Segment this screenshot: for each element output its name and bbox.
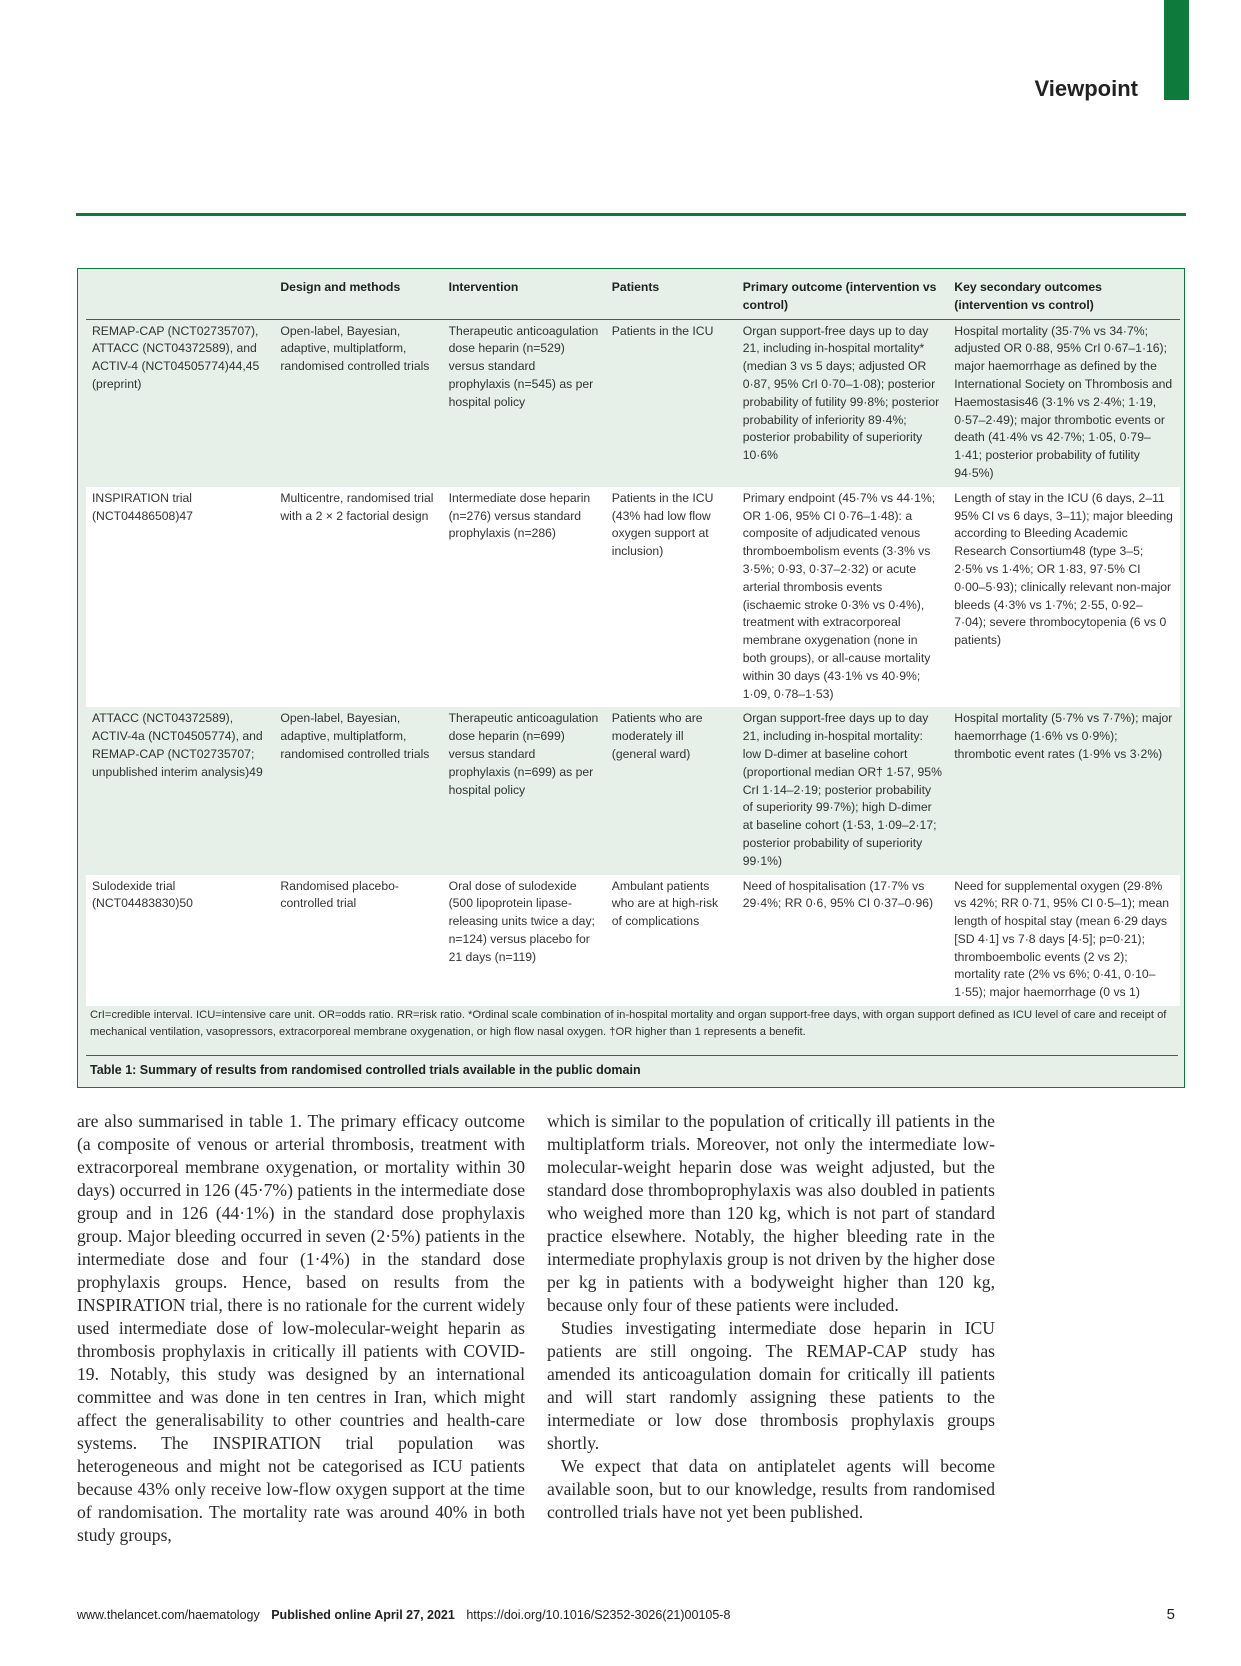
table-cell: INSPIRATION trial (NCT04486508)47 [86, 487, 274, 708]
body-column-right [547, 1110, 995, 1524]
caption-rule [86, 1055, 1178, 1056]
table-row [86, 707, 1180, 874]
top-rule [76, 213, 1186, 216]
table-cell: Primary endpoint (45·7% vs 44·1%; OR 1·06, 95% CI 0·76–1·48): a composite of adjudicated venous thromboembolism events (3·3% vs 3·5%; 0·93, 0·37–2·32) or acute arterial thrombosis events (ischaemic stroke 0·3% vs 0·4%), treatment with extracorporeal membrane oxygenation (none in both groups), or all-cause mortality within 30 days (43·1% vs 40·9%; 1·09, 0·78–1·53) [737, 487, 949, 708]
column-header-secondary-outcomes: Key secondary outcomes (intervention vs control) [948, 277, 1180, 319]
table-cell: Patients in the ICU (43% had low flow oxygen support at inclusion) [606, 487, 737, 708]
table-header-row [86, 277, 1180, 319]
table-cell: Hospital mortality (35·7% vs 34·7%; adjusted OR 0·88, 95% CrI 0·67–1·16); major haemorrhage as defined by the International Society on Thrombosis and Haemostasis46 (3·1% vs 2·4%; 1·19, 0·57–2·49); major thrombotic events or death (41·4% vs 42·7%; 1·05, 0·79–1·41; posterior probability of futility 94·5%) [954, 323, 1173, 480]
table-cell: Intermediate dose heparin (n=276) versus standard prophylaxis (n=286) [443, 487, 606, 708]
body-paragraph: are also summarised in table 1. The primary efficacy outcome (a composite of venous or arterial thrombosis, treatment with extracorporeal membrane oxygenation, or mortality within 30 days) occurred in 126 (45·7%) patients in the intermediate dose group and in 126 (44·1%) in the standard dose prophylaxis group. Major bleeding occurred in seven (2·5%) patients in the intermediate dose and four (1·4%) in the standard dose prophylaxis groups. Hence, based on results from the INSPIRATION trial, there is no rationale for the current widely used intermediate dose of low-molecular-weight heparin as thrombosis prophylaxis in critically ill patients with COVID-19. Notably, this study was designed by an international committee and was done in ten centres in Iran, which might affect the generalisability to other countries and health-care systems. The INSPIRATION trial population was heterogeneous and might not be categorised as ICU patients because 43% only receive low-flow oxygen support at the time of randomisation. The mortality rate was around 40% in both study groups, [77, 1111, 526, 1545]
section-tab-marker [1164, 0, 1189, 100]
section-label: Viewpoint [1034, 76, 1138, 101]
table-cell: Randomised placebo-controlled trial [274, 875, 442, 1007]
column-header-design: Design and methods [274, 277, 442, 319]
table-panel [77, 268, 1185, 1088]
column-header-patients: Patients [606, 277, 737, 319]
doi-link[interactable]: https://doi.org/10.1016/S2352-3026(21)00105-8 [466, 1608, 731, 1622]
column-header-trial [86, 277, 274, 319]
table-cell: Therapeutic anticoagulation dose heparin (n=699) versus standard prophylaxis (n=699) as per hospital policy [448, 711, 599, 797]
body-paragraph: We expect that data on antiplatelet agents will become available soon, but to our knowledge, results from randomised controlled trials have not yet been published. [547, 1456, 995, 1522]
published-date: Published online April 27, 2021 [271, 1608, 455, 1622]
table-cell: REMAP-CAP (NCT02735707), ATTACC (NCT04372589), and ACTIV-4 (NCT04505774)44,45 (preprint) [92, 323, 260, 391]
column-header-primary-outcome: Primary outcome (intervention vs control) [737, 277, 949, 319]
table-footnote: CrI=credible interval. ICU=intensive care unit. OR=odds ratio. RR=risk ratio. *Ordinal scale combination of in-hospital mortality and organ support-free days, with organ support defined as ICU level of care and receipt of mechanical ventilation, vasopressors, extracorporeal membrane oxygenation, or high flow nasal oxygen. †OR higher than 1 represents a benefit. [90, 1009, 1167, 1038]
table-cell: Ambulant patients who are at high-risk of complications [606, 875, 737, 1007]
body-paragraph: Studies investigating intermediate dose heparin in ICU patients are still ongoing. The REMAP-CAP study has amended its anticoagulation domain for critically ill patients and will start randomly assigning these patients to the intermediate or low dose thrombosis prophylaxis groups shortly. [547, 1318, 995, 1453]
table-cell: Organ support-free days up to day 21, including in-hospital mortality* (median 3 vs 5 days; adjusted OR 0·87, 95% CrI 0·70–1·08); posterior probability of futility 99·8%; posterior probability of inferiority 89·4%; posterior probability of superiority 10·6% [742, 323, 940, 463]
table-cell: Open-label, Bayesian, adaptive, multiplatform, randomised controlled trials [280, 323, 430, 374]
table-cell: Multicentre, randomised trial with a 2 × 2 factorial design [274, 487, 442, 708]
body-paragraph: which is similar to the population of critically ill patients in the multiplatform trials. Moreover, not only the intermediate low-molecular-weight heparin dose was weight adjusted, but the standard dose thromboprophylaxis was also doubled in patients who weighed more than 120 kg, which is not part of standard practice elsewhere. Notably, the higher bleeding rate in the intermediate prophylaxis group is not driven by the higher dose per kg in patients with a bodyweight higher than 120 kg, because only four of these patients were included. [547, 1111, 995, 1315]
page-footer [77, 1608, 730, 1622]
table-cell: Patients who are moderately ill (general ward) [611, 711, 703, 761]
table-cell: Therapeutic anticoagulation dose heparin (n=529) versus standard prophylaxis (n=545) as per hospital policy [448, 323, 599, 409]
table-row [86, 487, 1180, 708]
trials-table [86, 277, 1180, 1006]
table-cell: Open-label, Bayesian, adaptive, multiplatform, randomised controlled trials [280, 711, 430, 761]
body-column-left [77, 1110, 525, 1547]
table-row [86, 319, 1180, 487]
table-cell: Hospital mortality (5·7% vs 7·7%); major haemorrhage (1·6% vs 0·9%); thrombotic event rates (1·9% vs 3·2%) [954, 711, 1173, 761]
table-cell: Patients in the ICU [611, 323, 714, 338]
page-number: 5 [1166, 1606, 1175, 1623]
table-cell: Need for supplemental oxygen (29·8% vs 42%; RR 0·71, 95% CI 0·5–1); mean length of hospital stay (mean 6·29 days [SD 4·1] vs 7·8 days [4·5]; p=0·21); thromboembolic events (2 vs 2); mortality rate (2% vs 6%; 0·41, 0·10–1·55); major haemorrhage (0 vs 1) [948, 875, 1180, 1007]
table-cell: Length of stay in the ICU (6 days, 2–11 95% CI vs 6 days, 3–11); major bleeding according to Bleeding Academic Research Consortium48 (type 3–5; 2·5% vs 1·4%; OR 1·83, 97·5% CI 0·00–5·93); clinically relevant non-major bleeds (4·3% vs 1·7%; 2·55, 0·92–7·04); severe thrombocytopenia (6 vs 0 patients) [948, 487, 1180, 708]
table-row [86, 875, 1180, 1007]
table-caption: Table 1: Summary of results from randomised controlled trials available in the public domain [90, 1063, 641, 1077]
table-cell: Oral dose of sulodexide (500 lipoprotein lipase-releasing units twice a day; n=124) versus placebo for 21 days (n=119) [443, 875, 606, 1007]
table-cell: Need of hospitalisation (17·7% vs 29·4%; RR 0·6, 95% CI 0·37–0·96) [737, 875, 949, 1007]
table-cell: Sulodexide trial (NCT04483830)50 [86, 875, 274, 1007]
column-header-intervention: Intervention [443, 277, 606, 319]
journal-url-link[interactable]: www.thelancet.com/haematology [77, 1608, 260, 1622]
table-cell: Organ support-free days up to day 21, including in-hospital mortality: low D-dimer at baseline cohort (proportional median OR† 1·57, 95% CrI 1·14–2·19; posterior probability of superiority 99·7%); high D-dimer at baseline cohort (1·53, 1·09–2·17; posterior probability of superiority 99·1%) [742, 711, 942, 868]
table-cell: ATTACC (NCT04372589), ACTIV-4a (NCT04505774), and REMAP-CAP (NCT02735707; unpublished interim analysis)49 [92, 711, 263, 779]
